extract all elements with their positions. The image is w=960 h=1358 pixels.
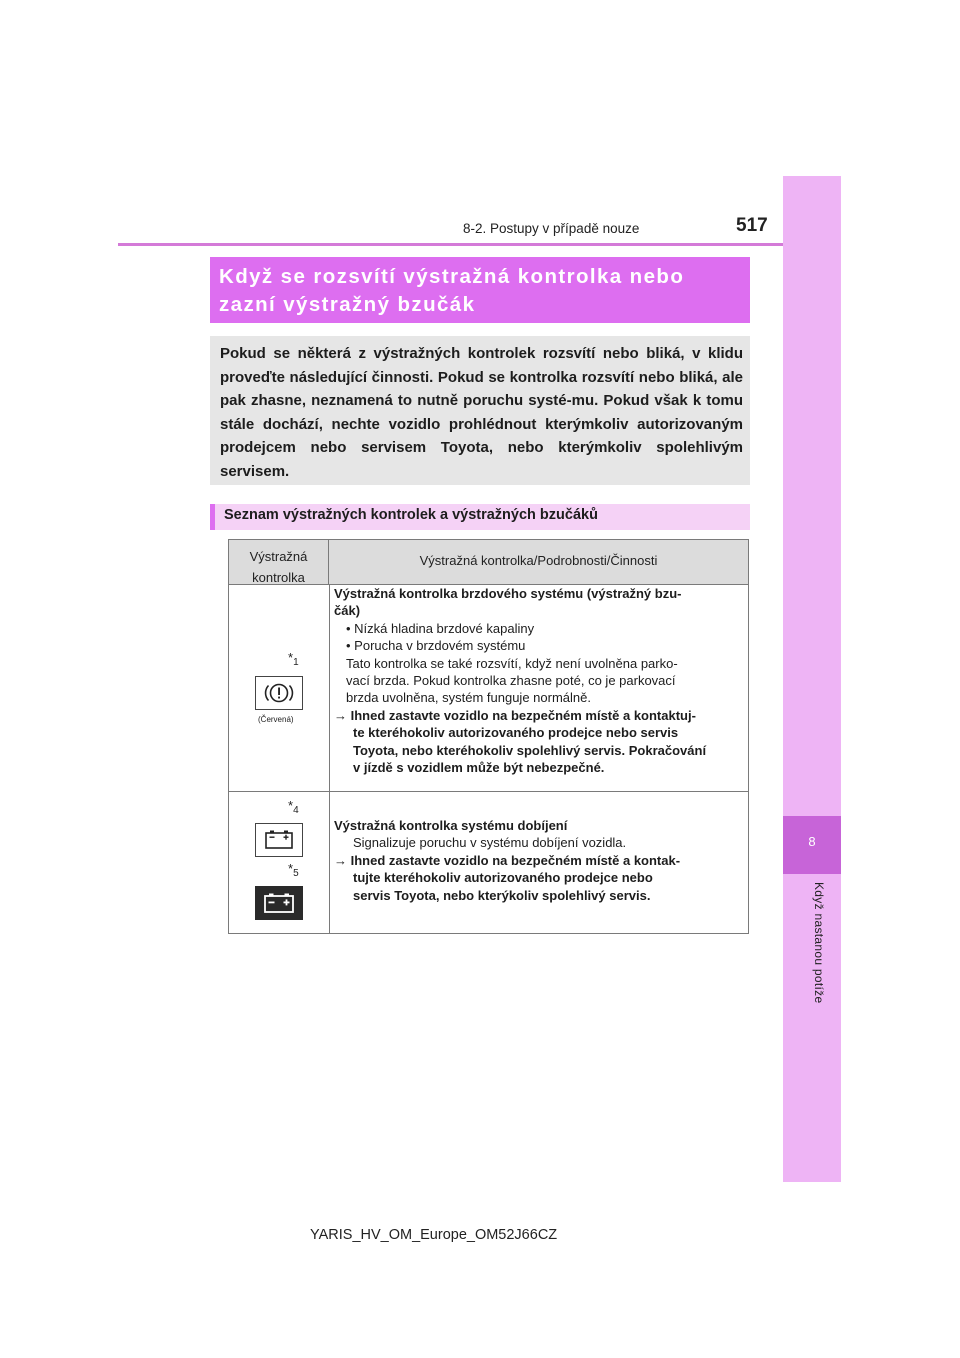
- footnote-star: *: [288, 650, 294, 665]
- row-2-text: Signalizuje poruchu v systému dobíjení vozidla.: [353, 835, 627, 851]
- footnote-star: *: [288, 861, 294, 876]
- chapter-title-vertical: Když nastanou potíže: [812, 882, 826, 1004]
- page-title-box: [210, 257, 750, 323]
- subheading-box: [210, 504, 750, 530]
- header-rule: [118, 243, 783, 246]
- row-1-bullet-2: • Porucha v brzdovém systému: [346, 638, 526, 654]
- table-column-divider: [329, 585, 330, 933]
- footnote-ref: [288, 798, 299, 816]
- subheading: Seznam výstražných kontrolek a výstražných bzučáků: [224, 507, 598, 523]
- row-1-action-line4: v jízdě s vozidlem může být nebezpečné.: [353, 760, 605, 776]
- page-title-line-1: Když se rozsvítí výstražná kontrolka nebo: [219, 265, 685, 288]
- table-header-col1-line2: kontrolka: [252, 570, 305, 585]
- page-title: [219, 263, 744, 319]
- table-header-col2: [329, 540, 748, 585]
- row-1-text-line2: vací brzda. Pokud kontrolka zhasne poté, co je parkovací: [346, 673, 676, 689]
- table-header-col1-line1: Výstražná: [249, 549, 308, 564]
- subheading-accent-bar: [210, 504, 215, 530]
- row-2-description: [334, 817, 748, 904]
- row-1-action-line3: Toyota, nebo kteréhokoliv spolehlivý servis. Pokračování: [353, 742, 707, 758]
- brake-warning-icon: [255, 676, 303, 710]
- arrow-icon: →: [334, 852, 347, 868]
- footnote-star: *: [288, 798, 294, 813]
- row-2-action-line2: tujte kteréhokoliv autorizovaného prodejce nebo: [353, 870, 653, 886]
- footnote-ref: [288, 861, 299, 879]
- table-row-divider: [229, 791, 748, 792]
- page-title-line-2: zazní výstražný bzučák: [219, 293, 476, 316]
- footnote-ref: [288, 650, 299, 668]
- battery-filled-icon: [255, 886, 303, 920]
- table-header-col1: [229, 540, 329, 585]
- row-1-text-line1: Tato kontrolka se také rozsvítí, když není uvolněna parko-: [346, 655, 678, 671]
- row-2-action-text1: Ihned zastavte vozidlo na bezpečném místě a kontak-: [350, 852, 681, 868]
- warning-lights-table: [228, 539, 749, 934]
- row-1-title-line2: čák): [334, 603, 361, 619]
- chapter-side-tab: [783, 176, 841, 1182]
- footnote-number: 4: [293, 805, 299, 816]
- row-1-action-line2: te kteréhokoliv autorizovaného prodejce nebo servis: [353, 725, 679, 741]
- footnote-number: 1: [293, 657, 299, 668]
- document-footer-code: YARIS_HV_OM_Europe_OM52J66CZ: [310, 1227, 558, 1243]
- row-2-title: Výstražná kontrolka systému dobíjení: [334, 818, 568, 833]
- table-header-col1-text: [229, 540, 328, 586]
- battery-outline-icon: [255, 823, 303, 857]
- intro-paragraph: Pokud se některá z výstražných kontrolek rozsvítí nebo bliká, v klidu proveďte následující činnosti. Pokud se kontrolka rozsvítí nebo bliká, ale pak zhasne, neznamená to nutně poruchu systé-mu. Pokud však k tomu stále dochází, nechte vozidlo prohlédnout kterýmkoliv autorizovaným prodejcem nebo servisem Toyota, nebo kterýmkoliv spolehlivým servisem.: [220, 345, 743, 480]
- intro-box: [210, 336, 750, 485]
- chapter-number-box: [783, 816, 841, 874]
- row-2-action-line3: servis Toyota, nebo kterýkoliv spolehlivý servis.: [353, 887, 651, 903]
- icon-color-caption: (Červená): [258, 715, 294, 724]
- row-1-action-text1: Ihned zastavte vozidlo na bezpečném místě a kontaktuj-: [350, 707, 696, 723]
- row-1-description: [334, 585, 748, 776]
- table-header-col2-text: Výstražná kontrolka/Podrobnosti/Činnosti: [419, 553, 658, 568]
- row-2-action-line1: [334, 852, 748, 869]
- row-1-bullet-1: • Nízká hladina brzdové kapaliny: [346, 620, 535, 636]
- arrow-icon: →: [334, 707, 347, 723]
- row-1-action-line1: [334, 707, 748, 724]
- chapter-number: 8: [808, 834, 816, 849]
- footnote-number: 5: [293, 868, 299, 879]
- row-1-text-line3: brzda uvolněna, systém funguje normálně.: [346, 690, 591, 706]
- row-1-title-line1: Výstražná kontrolka brzdového systému (výstražný bzu-: [334, 586, 682, 601]
- section-heading: 8-2. Postupy v případě nouze: [463, 221, 640, 236]
- page-number: 517: [736, 215, 768, 236]
